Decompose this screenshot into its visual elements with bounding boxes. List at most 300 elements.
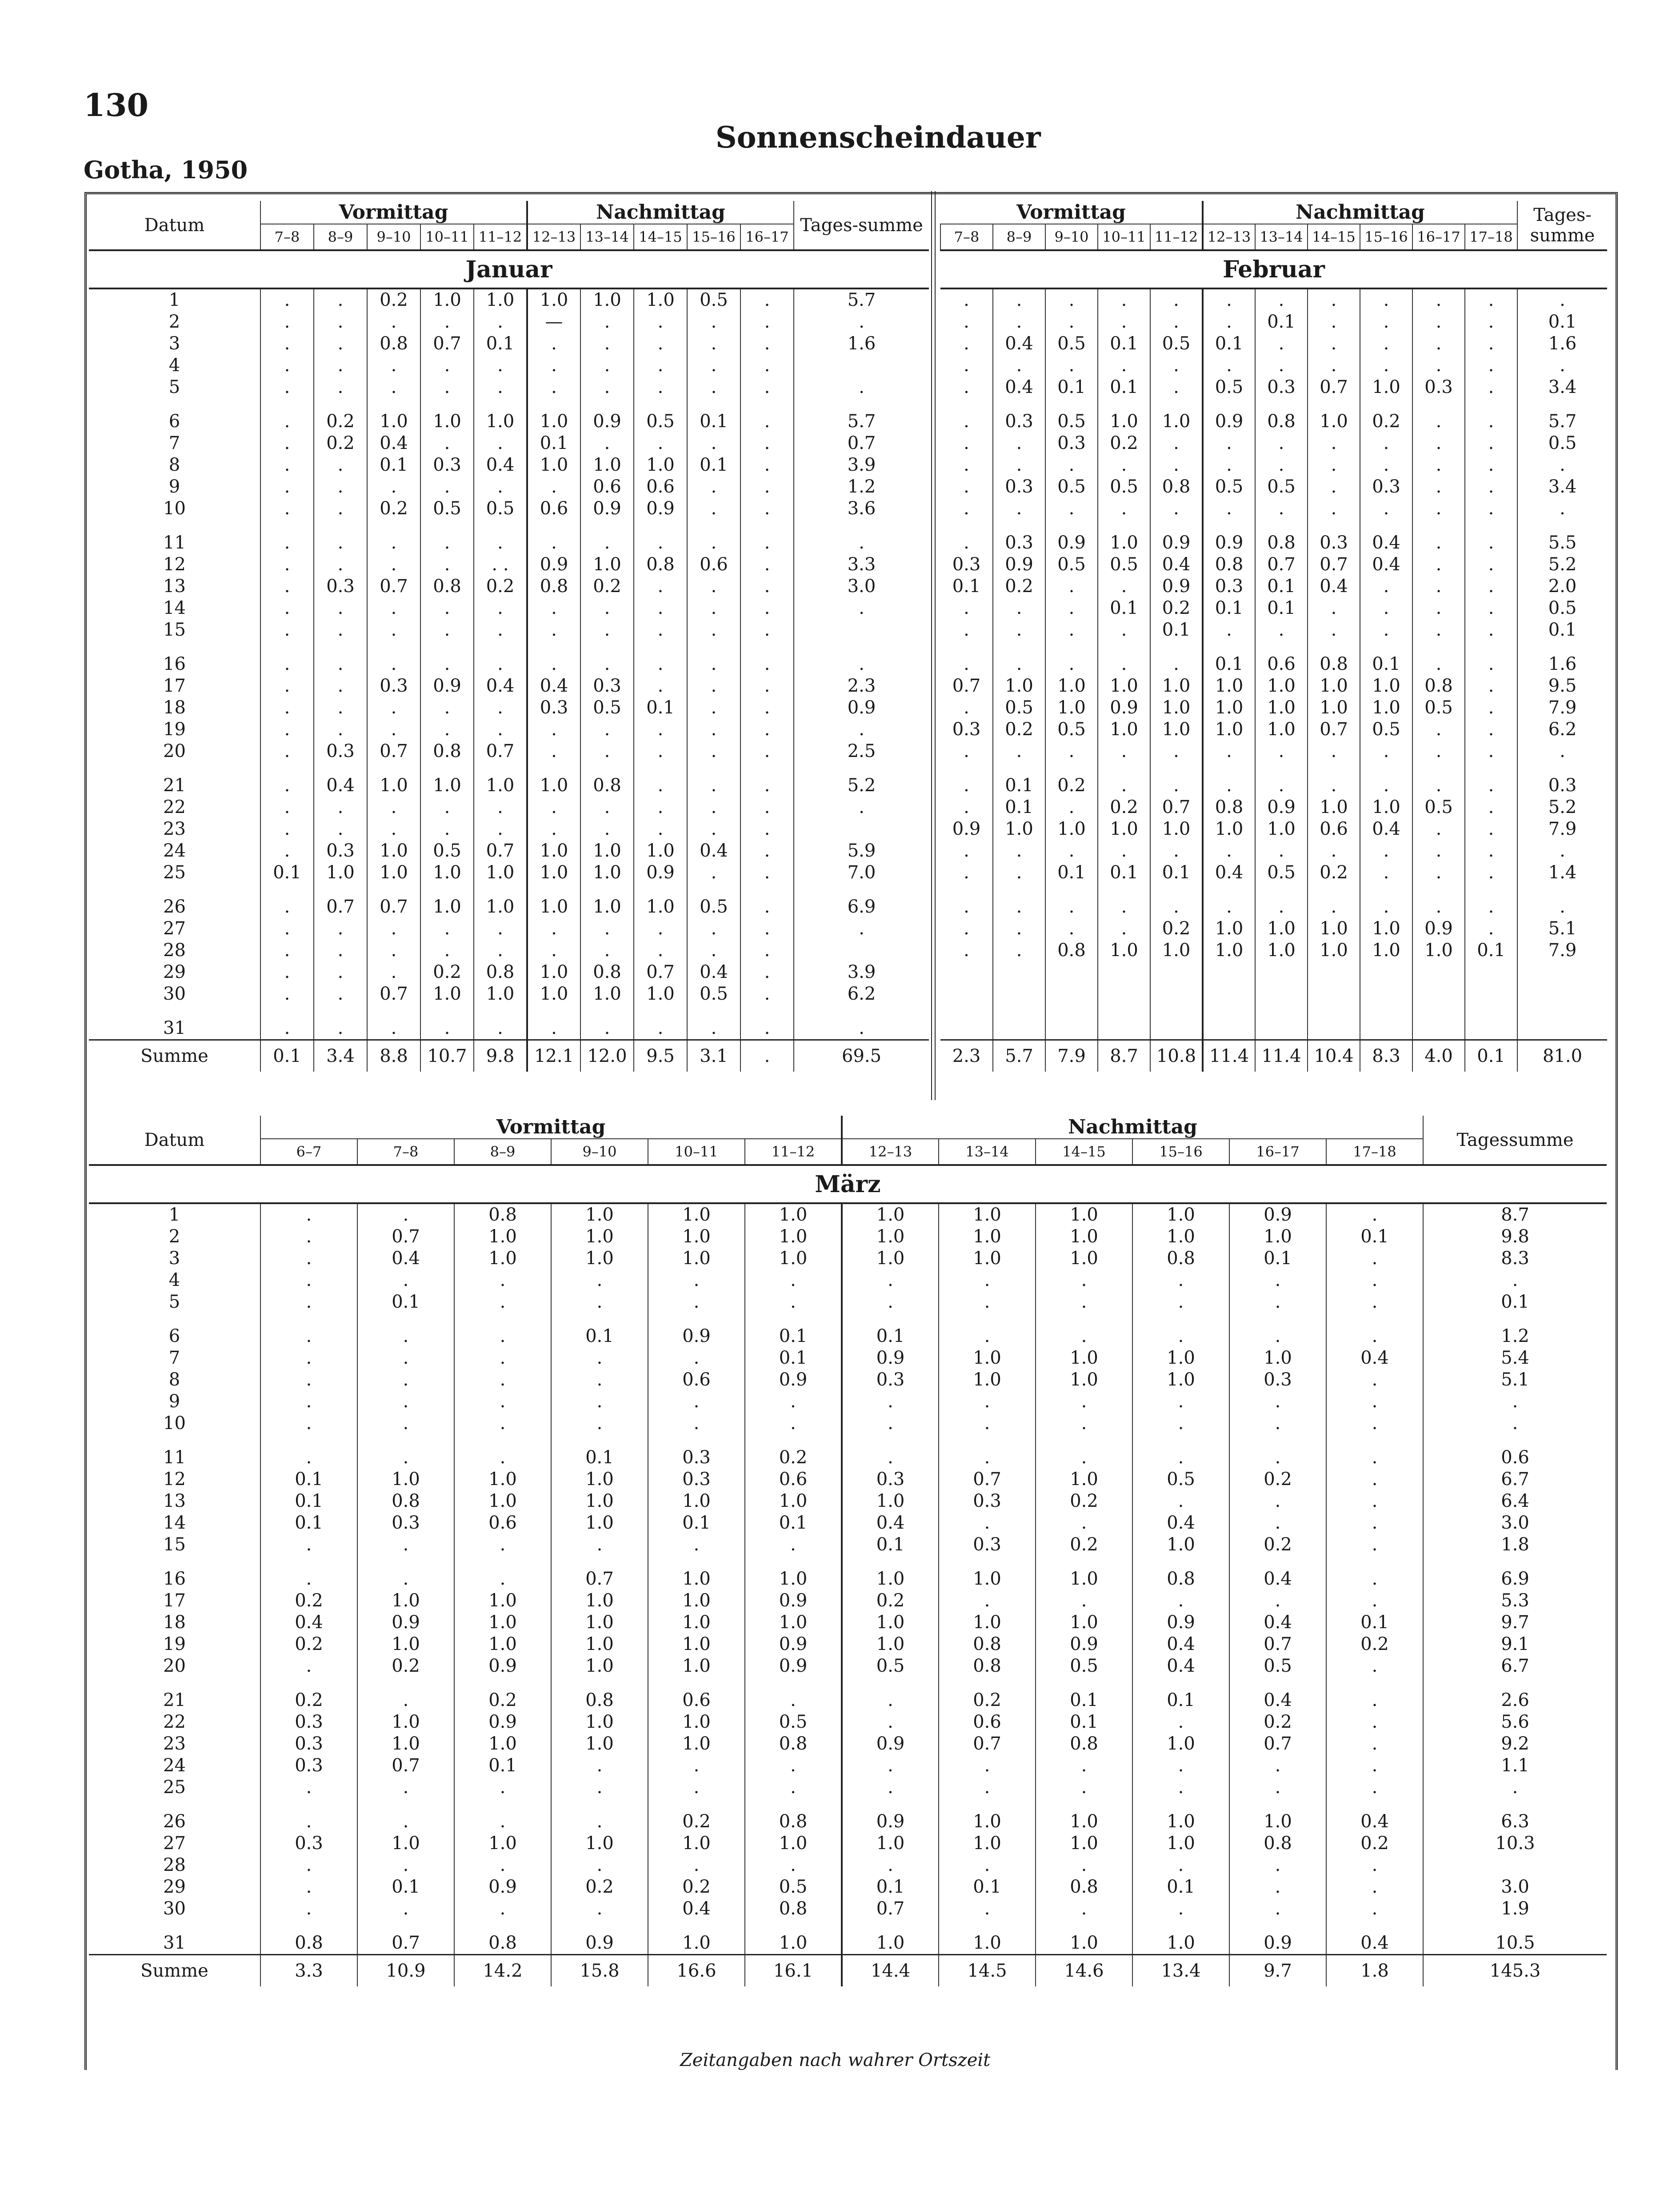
hour-value: .: [420, 797, 474, 818]
hour-value: .: [1132, 1391, 1229, 1413]
sum-value: 10.8: [1150, 1040, 1203, 1072]
station-year: Gotha, 1950: [84, 156, 248, 184]
hour-value: 0.1: [842, 1876, 939, 1898]
hour-value: .: [420, 311, 474, 333]
hour-value: .: [687, 311, 740, 333]
hour-value: 0.1: [551, 1447, 648, 1469]
hour-value: .: [1203, 741, 1255, 762]
day-label: 7: [168, 433, 180, 453]
day-label: 26: [163, 897, 186, 917]
sum-value: 10.7: [420, 1040, 474, 1072]
hour-value: .: [420, 532, 474, 554]
hour-value: 1.0: [357, 1711, 454, 1733]
hour-value: 1.0: [580, 840, 634, 862]
sum-value: 9.7: [1229, 1955, 1326, 1987]
hour-value: .: [634, 775, 687, 797]
day-label: 30: [163, 1898, 186, 1919]
hour-value: 1.0: [842, 1490, 939, 1512]
hour-value: 1.0: [939, 1932, 1036, 1955]
hour-header: 8–9: [993, 224, 1045, 250]
day-total: [1517, 961, 1607, 983]
hour-value: 0.7: [367, 741, 420, 762]
hour-value: 1.0: [1036, 1203, 1132, 1226]
hour-value: [1465, 1017, 1517, 1040]
hour-value: .: [964, 455, 969, 475]
day-total: 10.5: [1423, 1932, 1607, 1955]
hour-value: 0.3: [420, 454, 474, 476]
hour-value: .: [1255, 896, 1308, 918]
hour-value: 0.1: [551, 1325, 648, 1347]
hour-value: 1.0: [454, 1590, 551, 1612]
hour-value: 0.1: [357, 1876, 454, 1898]
day-total: 1.8: [1423, 1534, 1607, 1556]
hour-value: .: [357, 1854, 454, 1876]
day-total: 0.1: [1423, 1291, 1607, 1313]
hour-value: .: [1326, 1269, 1423, 1291]
hour-value: 0.8: [420, 576, 474, 597]
hour-value: .: [1326, 1898, 1423, 1920]
hour-value: 0.7: [367, 983, 420, 1005]
hour-value: .: [1360, 454, 1412, 476]
day-total: 0.5: [1517, 432, 1607, 454]
day-label: 4: [168, 355, 180, 376]
hour-value: .: [1412, 411, 1465, 432]
day-total: [794, 940, 929, 961]
hour-value: .: [314, 333, 367, 355]
hour-value: .: [687, 432, 740, 454]
hour-value: 0.8: [1308, 653, 1360, 675]
hour-value: .: [1326, 1655, 1423, 1677]
hour-value: .: [939, 1898, 1036, 1920]
hour-value: .: [687, 697, 740, 719]
hour-value: .: [745, 1391, 842, 1413]
day-total: 6.2: [794, 983, 929, 1005]
hour-value: .: [634, 675, 687, 697]
hour-value: 0.2: [1326, 1833, 1423, 1854]
day-label: 31: [163, 1018, 186, 1038]
hour-value: 0.9: [454, 1876, 551, 1898]
hour-value: 0.7: [420, 333, 474, 355]
hour-value: .: [1045, 597, 1098, 619]
day-total: 6.9: [1423, 1568, 1607, 1590]
hour-value: .: [1308, 775, 1360, 797]
hour-value: .: [1412, 432, 1465, 454]
hour-value: .: [1465, 818, 1517, 840]
hour-value: .: [454, 1269, 551, 1291]
hour-value: .: [842, 1269, 939, 1291]
hour-value: 0.4: [314, 775, 367, 797]
hour-header: 7–8: [357, 1139, 454, 1165]
hour-value: 1.0: [1255, 918, 1308, 940]
hour-value: .: [1203, 619, 1255, 641]
hour-value: .: [740, 376, 794, 398]
hour-header: 10–11: [1098, 224, 1150, 250]
hour-value: .: [527, 532, 580, 554]
hour-value: 1.0: [1045, 675, 1098, 697]
hour-value: .: [939, 1777, 1036, 1798]
hour-value: .: [964, 355, 969, 376]
hour-value: .: [687, 619, 740, 641]
hour-value: 0.8: [1229, 1833, 1326, 1854]
day-total: .: [794, 797, 929, 818]
day-total: 6.2: [1517, 719, 1607, 741]
hour-value: . .: [474, 554, 527, 576]
hour-value: 0.1: [993, 775, 1045, 797]
hour-value: .: [260, 376, 314, 398]
hour-value: 0.1: [1255, 576, 1308, 597]
hour-value: 1.0: [648, 1490, 745, 1512]
hour-value: .: [1412, 619, 1465, 641]
hour-value: .: [367, 376, 420, 398]
hour-value: [1098, 983, 1150, 1005]
hour-value: .: [687, 862, 740, 884]
hour-value: 0.1: [1098, 597, 1150, 619]
table-row: [940, 862, 1607, 884]
hour-value: .: [260, 1854, 357, 1876]
hour-value: 0.6: [687, 554, 740, 576]
hour-value: 1.0: [648, 1733, 745, 1755]
hour-value: .: [634, 355, 687, 376]
table-row: [89, 1811, 1607, 1833]
hour-value: .: [580, 940, 634, 961]
hour-value: .: [1465, 333, 1517, 355]
hour-value: .: [740, 476, 794, 498]
hour-value: [1360, 961, 1412, 983]
hour-value: 0.5: [1255, 862, 1308, 884]
hour-value: .: [1465, 741, 1517, 762]
hour-value: .: [648, 1777, 745, 1798]
hour-value: .: [993, 432, 1045, 454]
hour-value: 0.5: [1045, 554, 1098, 576]
hour-value: .: [1326, 1733, 1423, 1755]
day-label: 31: [163, 1933, 186, 1953]
hour-value: .: [842, 1391, 939, 1413]
sum-value: 14.5: [939, 1955, 1036, 1987]
sum-value: 16.6: [648, 1955, 745, 1987]
hour-value: .: [551, 1755, 648, 1777]
hour-value: .: [1132, 1269, 1229, 1291]
hour-value: 0.2: [1326, 1633, 1423, 1655]
hour-value: 1.0: [454, 1833, 551, 1854]
hour-value: 0.8: [357, 1490, 454, 1512]
hour-value: 0.5: [1045, 719, 1098, 741]
day-total: .: [794, 918, 929, 940]
hour-value: 1.0: [1360, 376, 1412, 398]
hour-value: .: [1045, 311, 1098, 333]
hour-value: .: [314, 918, 367, 940]
table-row: [89, 1690, 1607, 1711]
table-row: [89, 940, 929, 961]
hour-value: .: [1150, 288, 1203, 311]
hour-value: .: [1465, 532, 1517, 554]
hour-value: 0.2: [939, 1690, 1036, 1711]
hour-value: 0.9: [993, 554, 1045, 576]
hour-value: 1.0: [1098, 818, 1150, 840]
table-row: [89, 1447, 1607, 1469]
table-row: [89, 1369, 1607, 1391]
hour-value: .: [634, 619, 687, 641]
day-total: .: [1517, 840, 1607, 862]
hour-value: 0.9: [580, 498, 634, 520]
hour-header: 14–15: [1308, 224, 1360, 250]
hour-value: .: [1326, 1248, 1423, 1269]
hour-value: 0.7: [551, 1568, 648, 1590]
hour-value: 1.0: [1132, 1833, 1229, 1854]
hour-value: .: [1255, 355, 1308, 376]
hour-value: [993, 961, 1045, 983]
hour-value: .: [1308, 288, 1360, 311]
hour-value: 0.8: [939, 1633, 1036, 1655]
hour-value: .: [420, 619, 474, 641]
hour-value: 1.0: [551, 1490, 648, 1512]
hour-value: .: [1465, 653, 1517, 675]
day-total: 1.6: [1517, 333, 1607, 355]
hour-value: .: [551, 1854, 648, 1876]
hour-value: 0.2: [260, 1590, 357, 1612]
hour-value: .: [454, 1534, 551, 1556]
hour-value: .: [1132, 1755, 1229, 1777]
hour-value: 0.1: [1098, 862, 1150, 884]
day-label: 21: [163, 1690, 186, 1710]
table-row: [940, 355, 1607, 376]
hour-value: 0.3: [939, 1534, 1036, 1556]
day-total: .: [1423, 1413, 1607, 1434]
hour-value: 1.0: [634, 840, 687, 862]
hour-value: .: [527, 918, 580, 940]
hour-value: .: [474, 432, 527, 454]
hour-value: .: [964, 290, 969, 310]
hour-value: .: [1036, 1755, 1132, 1777]
day-total: 9.5: [1517, 675, 1607, 697]
hour-value: [1412, 983, 1465, 1005]
datum-header: Datum: [89, 1116, 260, 1165]
hour-value: .: [842, 1291, 939, 1313]
hour-value: 0.2: [1308, 862, 1360, 884]
hour-value: .: [634, 940, 687, 961]
hour-value: .: [964, 654, 969, 674]
hour-value: .: [1098, 653, 1150, 675]
hour-value: 1.0: [1132, 1347, 1229, 1369]
hour-value: 1.0: [454, 1226, 551, 1248]
hour-value: 1.0: [420, 896, 474, 918]
day-total: 5.5: [1517, 532, 1607, 554]
hour-value: 0.3: [527, 697, 580, 719]
hour-value: 0.3: [993, 411, 1045, 432]
hour-value: .: [420, 355, 474, 376]
hour-value: 1.0: [367, 775, 420, 797]
hour-value: .: [1308, 333, 1360, 355]
table-row: [89, 1755, 1607, 1777]
hour-value: 1.0: [1255, 940, 1308, 961]
hour-value: .: [454, 1447, 551, 1469]
hour-value: .: [740, 741, 794, 762]
hour-value: [1255, 983, 1308, 1005]
day-label: 8: [168, 1369, 180, 1390]
hour-value: .: [993, 840, 1045, 862]
hour-value: .: [634, 432, 687, 454]
hour-value: 1.0: [357, 1469, 454, 1490]
hour-value: 1.0: [1308, 940, 1360, 961]
hour-value: 0.1: [1326, 1612, 1423, 1633]
hour-value: 1.0: [1036, 1248, 1132, 1269]
hour-value: .: [357, 1269, 454, 1291]
hour-value: .: [367, 1017, 420, 1040]
hour-value: .: [648, 1347, 745, 1369]
hour-value: .: [1360, 775, 1412, 797]
hour-value: .: [367, 597, 420, 619]
hour-value: .: [1360, 741, 1412, 762]
hour-value: .: [740, 597, 794, 619]
hour-value: .: [1132, 1711, 1229, 1733]
day-total: 7.9: [1517, 697, 1607, 719]
day-label: 22: [163, 1712, 186, 1732]
hour-value: .: [527, 719, 580, 741]
hour-value: .: [687, 532, 740, 554]
sum-value: 8.7: [1098, 1040, 1150, 1072]
hour-value: .: [420, 597, 474, 619]
hour-value: 1.0: [1308, 411, 1360, 432]
day-total: 0.6: [1423, 1447, 1607, 1469]
hour-value: .: [260, 1898, 357, 1920]
hour-value: 0.4: [1229, 1568, 1326, 1590]
hour-value: .: [939, 1590, 1036, 1612]
hour-value: .: [314, 476, 367, 498]
hour-value: 1.0: [1360, 918, 1412, 940]
hour-value: 0.6: [580, 476, 634, 498]
hour-value: 1.0: [939, 1811, 1036, 1833]
hour-value: 0.9: [634, 498, 687, 520]
hour-value: 1.0: [1098, 719, 1150, 741]
hour-value: 0.9: [1045, 532, 1098, 554]
table-row: [89, 333, 929, 355]
hour-value: .: [1255, 454, 1308, 476]
hour-value: .: [260, 983, 314, 1005]
hour-value: .: [1045, 576, 1098, 597]
table-row: [89, 1876, 1607, 1898]
hour-value: 1.0: [1150, 411, 1203, 432]
hour-value: 0.3: [260, 1833, 357, 1854]
day-total: 6.7: [1423, 1655, 1607, 1677]
nachmittag-header: Nachmittag: [527, 201, 794, 224]
hour-value: .: [1255, 288, 1308, 311]
hour-value: .: [1229, 1325, 1326, 1347]
hour-value: 0.2: [580, 576, 634, 597]
hour-value: 1.0: [1036, 1932, 1132, 1955]
sum-value: 15.8: [551, 1955, 648, 1987]
hour-value: .: [260, 741, 314, 762]
day-label: 6: [168, 411, 180, 432]
hour-value: .: [1255, 840, 1308, 862]
hour-value: .: [474, 719, 527, 741]
table-row: [89, 1655, 1607, 1677]
hour-value: 0.1: [842, 1534, 939, 1556]
hour-value: .: [357, 1690, 454, 1711]
hour-value: .: [1326, 1711, 1423, 1733]
vormittag-header: Vormittag: [260, 1116, 842, 1139]
day-label: 3: [168, 1248, 180, 1269]
hour-value: 0.2: [314, 432, 367, 454]
hour-value: 1.0: [842, 1203, 939, 1226]
hour-header: 12–13: [1203, 224, 1255, 250]
hour-value: .: [993, 454, 1045, 476]
hour-value: .: [1308, 840, 1360, 862]
hour-value: .: [454, 1854, 551, 1876]
table-row: [89, 1269, 1607, 1291]
hour-value: 0.9: [1229, 1932, 1326, 1955]
hour-value: 0.5: [634, 411, 687, 432]
hour-value: 1.0: [993, 675, 1045, 697]
sum-value: 9.8: [474, 1040, 527, 1072]
hour-value: 1.0: [648, 1612, 745, 1633]
day-total: [794, 619, 929, 641]
hour-value: .: [687, 1017, 740, 1040]
hour-value: 0.5: [474, 498, 527, 520]
table-row: [89, 619, 929, 641]
table-row: [89, 1568, 1607, 1590]
hour-value: .: [314, 311, 367, 333]
hour-value: .: [1412, 653, 1465, 675]
day-total: 7.9: [1517, 940, 1607, 961]
hour-value: 1.0: [1132, 1534, 1229, 1556]
hour-value: .: [551, 1291, 648, 1313]
hour-value: 0.3: [314, 576, 367, 597]
hour-value: 0.5: [580, 697, 634, 719]
hour-value: .: [1229, 1447, 1326, 1469]
hour-value: .: [634, 797, 687, 818]
hour-value: .: [454, 1369, 551, 1391]
day-total: 7.9: [1517, 818, 1607, 840]
hour-value: 0.8: [1203, 554, 1255, 576]
day-total: 2.3: [794, 675, 929, 697]
hour-value: .: [1255, 775, 1308, 797]
hour-value: .: [740, 983, 794, 1005]
table-row: [940, 741, 1607, 762]
day-label: 21: [163, 775, 186, 796]
hour-value: .: [740, 333, 794, 355]
hour-value: .: [1326, 1291, 1423, 1313]
hour-value: 1.0: [1150, 697, 1203, 719]
hour-value: 0.2: [993, 719, 1045, 741]
tagessumme-header: Tagessumme: [1423, 1116, 1607, 1165]
day-label: 25: [163, 1777, 186, 1798]
hour-value: .: [842, 1447, 939, 1469]
hour-value: [1098, 961, 1150, 983]
hour-value: 1.0: [1255, 675, 1308, 697]
hour-value: .: [964, 333, 969, 354]
table-row: [89, 1291, 1607, 1313]
sum-value: 1.8: [1326, 1955, 1423, 1987]
hour-header: 12–13: [842, 1139, 939, 1165]
hour-value: .: [1098, 840, 1150, 862]
hour-value: .: [740, 797, 794, 818]
hour-value: .: [648, 1291, 745, 1313]
hour-value: 0.6: [648, 1690, 745, 1711]
sum-total: 69.5: [794, 1040, 929, 1072]
sum-label: Summe: [89, 1040, 260, 1072]
hour-value: .: [260, 1325, 357, 1347]
table-row: [89, 797, 929, 818]
table-row: [940, 454, 1607, 476]
hour-value: 0.4: [1360, 532, 1412, 554]
hour-value: 0.8: [1036, 1733, 1132, 1755]
hour-value: 0.9: [551, 1932, 648, 1955]
hour-value: .: [964, 841, 969, 861]
hour-value: 1.0: [420, 775, 474, 797]
table-row: [89, 532, 929, 554]
hour-value: .: [527, 940, 580, 961]
hour-value: .: [1045, 619, 1098, 641]
hour-value: .: [580, 333, 634, 355]
